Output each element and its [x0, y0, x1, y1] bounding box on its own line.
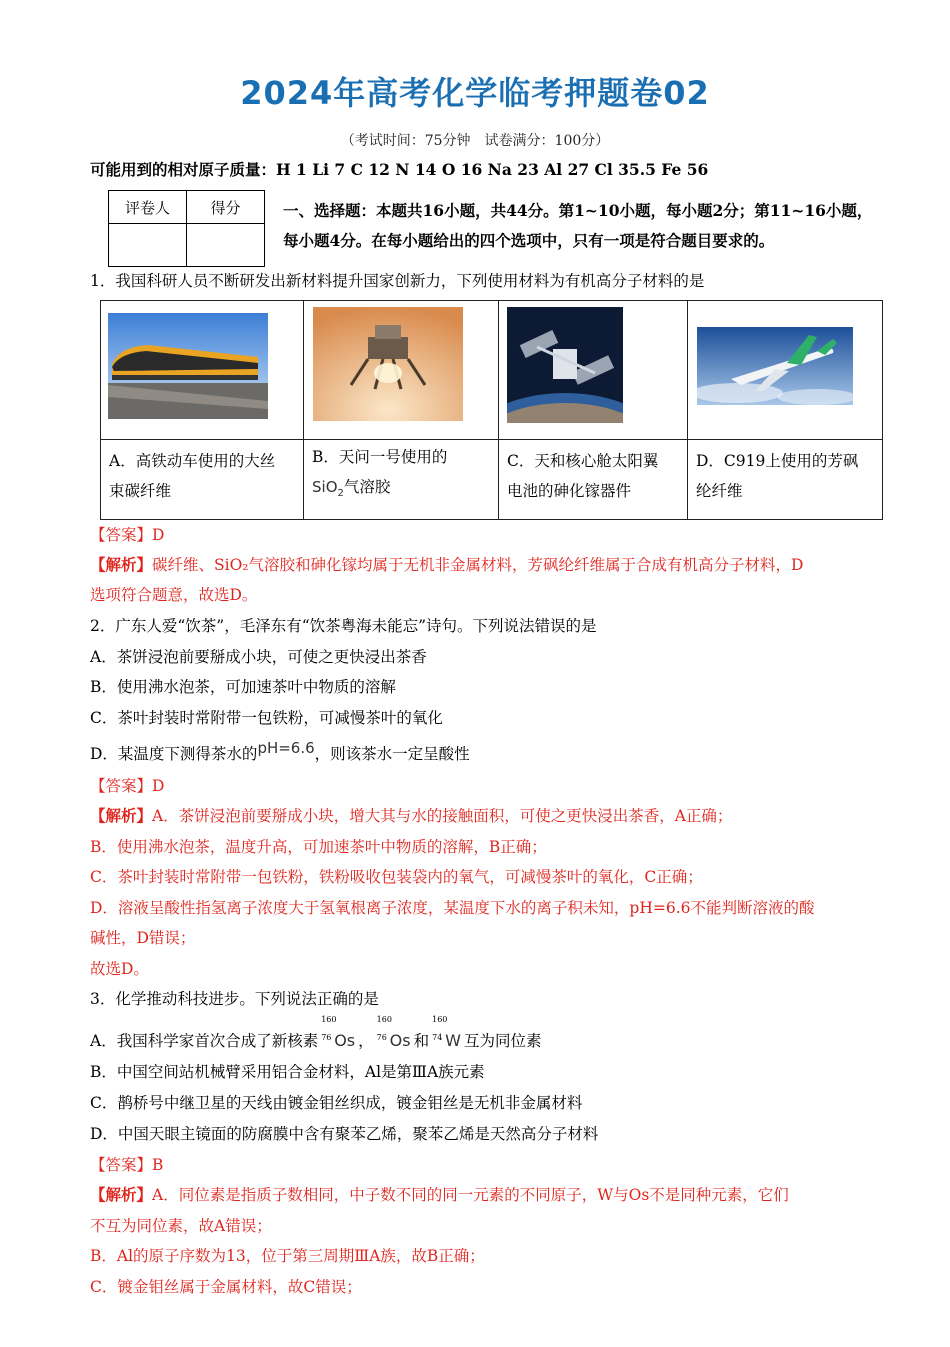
q1-option-b: [304, 440, 499, 520]
q3-analysis: 【解析】A．同位素是指质子数相同，中子数不同的同一元素的不同原子，W与Os不是同种元素，它们: [90, 1185, 789, 1204]
option-b-line2: SiO$_2$气溶胶: [312, 478, 391, 499]
exam-info: （考试时间：75分钟 试卷满分：100分）: [340, 133, 610, 149]
isotope-os-1: 160 76 Os: [321, 1015, 356, 1050]
train-image-cell: [101, 301, 304, 440]
q2-option-b: B．使用沸水泡茶，可加速茶叶中物质的溶解: [90, 678, 396, 696]
q2-option-a: A．茶饼浸泡前要掰成小块，可使之更快浸出茶香: [90, 648, 427, 666]
score-table: [108, 190, 265, 267]
score-cell: [187, 224, 265, 267]
q2-option-c: C．茶叶封装时常附带一包铁粉，可减慢茶叶的氧化: [90, 709, 443, 727]
sio2-formula: SiO$_2$: [312, 478, 344, 499]
reviewer-cell: [109, 224, 187, 267]
reviewer-header: 评卷人: [109, 191, 187, 224]
q3-answer: 【答案】B: [90, 1156, 164, 1174]
atomic-mass-line: 可能用到的相对原子质量：H 1 Li 7 C 12 N 14 O 16 Na 23 Al 27 Cl 35.5 Fe 56: [90, 160, 709, 179]
q1-analysis-cont: 选项符合题意，故选D。: [90, 586, 258, 604]
q2-option-d: D．某温度下测得茶水的pH=6.6，则该茶水一定呈酸性: [90, 739, 470, 763]
q1-analysis: 【解析】碳纤维、SiO₂气溶胶和砷化镓均属于无机非金属材料，芳砜纶纤维属于合成有机高分子材料，D: [90, 555, 804, 574]
isotope-os-2: 160 76 Os: [376, 1015, 411, 1050]
train-image: [108, 313, 268, 419]
q1-option-a: [101, 440, 304, 520]
q3-option-c: C．鹊桥号中继卫星的天线由镀金钼丝织成，镀金钼丝是无机非金属材料: [90, 1094, 583, 1112]
q3-analysis-a-cont: 不互为同位素，故A错误；: [90, 1217, 272, 1235]
station-image-cell: [499, 301, 688, 440]
q2-conclusion: 故选D。: [90, 960, 149, 978]
q3-analysis-b: B．Al的原子序数为13，位于第三周期ⅢA族，故B正确；: [90, 1247, 485, 1265]
q3-option-d: D．中国天眼主镜面的防腐膜中含有聚苯乙烯，聚苯乙烯是天然高分子材料: [90, 1125, 599, 1143]
option-d-line2: 纶纤维: [696, 482, 743, 500]
q2-answer: 【答案】D: [90, 777, 165, 795]
q1-answer: 【答案】D: [90, 526, 165, 544]
q2-analysis-d: D．溶液呈酸性指氢离子浓度大于氢氧根离子浓度，某温度下水的离子积未知，pH=6.6不能判断溶液的酸: [90, 899, 815, 917]
lander-image: [313, 307, 463, 421]
q3-option-a: A．我国科学家首次合成了新核素 160 76 Os ， 160 76 Os 和 160 74 W 互为同位素: [90, 1026, 880, 1056]
option-a-line2: 束碳纤维: [109, 482, 172, 500]
q2-analysis-b: B．使用沸水泡茶，温度升高，可加速茶叶中物质的溶解，B正确；: [90, 838, 547, 856]
q3-analysis-c: C．镀金钼丝属于金属材料，故C错误；: [90, 1278, 362, 1296]
ph-formula: pH=6.6: [257, 739, 315, 757]
q2-analysis-c: C．茶叶封装时常附带一包铁粉，铁粉吸收包装袋内的氧气，可减慢茶叶的氧化，C正确；: [90, 868, 703, 886]
score-header: 得分: [187, 191, 265, 224]
option-d-line1: D．C919上使用的芳砜: [696, 452, 859, 470]
lander-image-cell: [304, 301, 499, 440]
space-station-image: [507, 307, 623, 423]
q3-option-b: B．中国空间站机械臂采用铝合金材料，Al是第ⅢA族元素: [90, 1063, 485, 1081]
section-header: 一、选择题：本题共16小题，共44分。第1~10小题，每小题2分；第11~16小题，每小题4分。在每小题给出的四个选项中，只有一项是符合题目要求的。: [283, 201, 873, 250]
q1-stem: 1．我国科研人员不断研发出新材料提升国家创新力，下列使用材料为有机高分子材料的是: [90, 272, 705, 290]
option-b-line1: B．天问一号使用的: [312, 448, 448, 466]
q1-option-c: [499, 440, 688, 520]
q2-analysis: 【解析】A．茶饼浸泡前要掰成小块，增大其与水的接触面积，可使之更快浸出茶香，A正确；: [90, 806, 733, 825]
option-c-line2: 电池的砷化镓器件: [507, 482, 632, 500]
isotope-w: 160 74 W: [432, 1015, 461, 1050]
option-a-line1: A．高铁动车使用的大丝: [109, 452, 276, 470]
airplane-image: [697, 327, 853, 405]
page-title: 2024年高考化学临考押题卷02: [240, 74, 710, 112]
q2-stem: 2．广东人爱“饮茶”，毛泽东有“饮茶粤海未能忘”诗句。下列说法错误的是: [90, 617, 597, 635]
q2-analysis-d-cont: 碱性，D错误；: [90, 929, 196, 947]
q1-options-table: [100, 300, 883, 520]
q1-option-d: [688, 440, 883, 520]
plane-image-cell: [688, 301, 883, 440]
q3-stem: 3．化学推动科技进步。下列说法正确的是: [90, 990, 379, 1008]
option-c-line1: C．天和核心舱太阳翼: [507, 452, 659, 470]
